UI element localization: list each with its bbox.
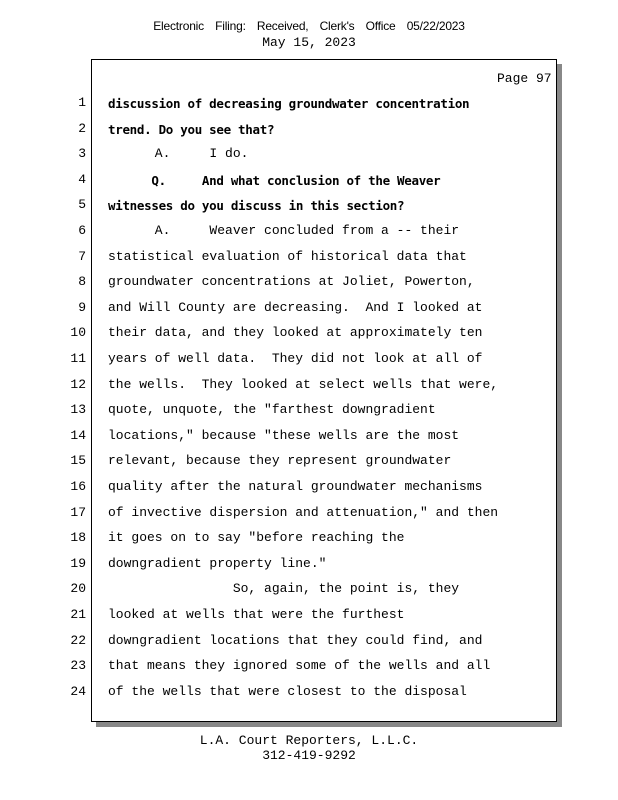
line-number: 10	[70, 325, 86, 341]
filing-stamp-word: Electronic	[153, 19, 204, 33]
line-number: 7	[78, 248, 86, 264]
transcript-line-text: trend. Do you see that?	[108, 121, 275, 137]
transcript-line-text: their data, and they looked at approximately ten	[108, 325, 483, 341]
transcript-line-text: A. I do.	[108, 146, 249, 162]
transcript-line-text: that means they ignored some of the wells and all	[108, 658, 491, 674]
transcript-line-text: quality after the natural groundwater mechanisms	[108, 479, 483, 494]
line-number: 4	[78, 171, 86, 187]
line-number: 3	[78, 146, 86, 162]
filing-stamp-word: Filing:	[215, 19, 246, 33]
transcript-line-text: downgradient property line."	[108, 555, 327, 571]
line-number: 13	[70, 402, 86, 418]
line-number: 20	[70, 581, 86, 597]
line-number: 21	[70, 607, 86, 622]
transcript-line-text: So, again, the point is, they	[108, 581, 460, 597]
transcript-line-text: years of well data. They did not look at all of	[108, 351, 483, 366]
line-number: 8	[78, 274, 86, 290]
transcript-line-text: locations," because "these wells are the most	[108, 427, 460, 443]
footer-phone: 312-419-9292	[262, 748, 356, 763]
line-number: 12	[70, 376, 86, 392]
transcript-line-text: witnesses do you discuss in this section?	[108, 198, 405, 214]
line-number: 18	[70, 530, 86, 546]
line-number: 22	[70, 632, 86, 648]
line-number: 19	[70, 555, 86, 571]
line-number: 9	[78, 299, 86, 315]
transcript-line-text: Q. And what conclusion of the Weaver	[108, 172, 441, 188]
transcript-line-text: discussion of decreasing groundwater concentration	[108, 96, 470, 111]
line-number: 2	[78, 120, 86, 136]
filing-stamp-word: 05/22/2023	[406, 19, 465, 33]
transcript-line-text: groundwater concentrations at Joliet, Powerton,	[108, 274, 475, 290]
line-number: 17	[70, 504, 86, 520]
line-number: 1	[78, 95, 86, 110]
footer-company: L.A. Court Reporters, L.L.C.	[199, 733, 419, 748]
transcript-line-text: it goes on to say "before reaching the	[108, 530, 405, 546]
line-number: 23	[70, 658, 86, 674]
line-number: 11	[70, 351, 86, 366]
filing-stamp-word: Clerk's	[319, 19, 355, 33]
transcript-line-text: of invective dispersion and attenuation," and then	[108, 504, 499, 520]
filing-stamp	[0, 19, 618, 33]
transcript-line-text: and Will County are decreasing. And I looked at	[108, 299, 483, 315]
transcript-line-text: quote, unquote, the "farthest downgradient	[108, 402, 436, 418]
transcript-line-text: the wells. They looked at select wells that were,	[108, 376, 499, 392]
transcript-line-text: A. Weaver concluded from a -- their	[108, 223, 460, 238]
line-number: 24	[70, 683, 86, 699]
line-number: 14	[70, 427, 86, 443]
filing-stamp-word: Office	[365, 19, 396, 33]
line-number: 5	[78, 197, 86, 213]
transcript-line-text: statistical evaluation of historical data that	[108, 248, 467, 264]
transcript-line-text: looked at wells that were the furthest	[108, 607, 405, 622]
transcript-date: May 15, 2023	[262, 35, 356, 50]
page-number: Page 97	[497, 71, 552, 86]
line-number: 6	[78, 223, 86, 238]
transcript-line-text: relevant, because they represent groundwater	[108, 453, 452, 469]
line-number: 15	[70, 453, 86, 469]
transcript-line-text: of the wells that were closest to the disposal	[108, 683, 467, 699]
line-number: 16	[70, 479, 86, 494]
filing-stamp-word: Received,	[256, 19, 309, 33]
transcript-line-text: downgradient locations that they could find, and	[108, 632, 483, 648]
